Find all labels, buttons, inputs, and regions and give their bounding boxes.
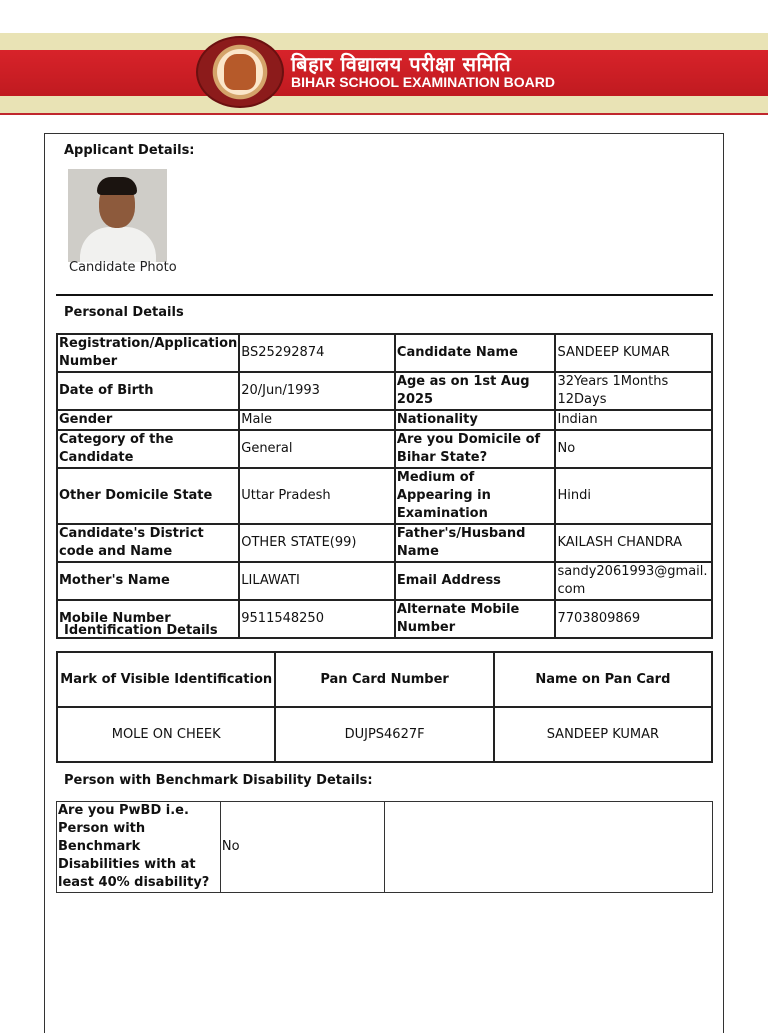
label-date-of-birth: Date of Birth [57,372,239,410]
value-other-domicile-state: Uttar Pradesh [239,468,395,524]
label-nationality: Nationality [395,410,556,430]
label-district: Candidate's District code and Name [57,524,239,562]
label-pwbd: Are you PwBD i.e. Person with Benchmark Disabilities with at least 40% disability? [57,802,221,893]
table-row [57,652,712,707]
candidate-photo [68,169,167,262]
label-mother-name: Mother's Name [57,562,239,600]
value-mother-name: LILAWATI [239,562,395,600]
value-gender: Male [239,410,395,430]
label-domicile-bihar: Are you Domicile of Bihar State? [395,430,556,468]
identification-details-title: Identification Details [64,623,218,638]
value-mobile: 9511548250 [239,600,395,638]
value-medium: Hindi [555,468,712,524]
value-nationality: Indian [555,410,712,430]
value-district: OTHER STATE(99) [239,524,395,562]
label-father-name: Father's/Husband Name [395,524,556,562]
value-alternate-mobile: 7703809869 [555,600,712,638]
label-other-domicile-state: Other Domicile State [57,468,239,524]
label-medium: Medium of Appearing in Examination [395,468,556,524]
table-row [57,410,712,430]
value-email: sandy2061993@gmail.com [555,562,712,600]
disability-details-title: Person with Benchmark Disability Details: [64,773,373,788]
value-age: 32Years 1Months 12Days [555,372,712,410]
table-row [57,468,712,524]
banner-top-band [0,33,768,50]
value-pan-name: SANDEEP KUMAR [494,707,712,762]
header-visible-mark: Mark of Visible Identification [57,652,275,707]
label-candidate-name: Candidate Name [395,334,556,372]
table-row [57,562,712,600]
label-category: Category of the Candidate [57,430,239,468]
value-candidate-name: SANDEEP KUMAR [555,334,712,372]
table-row [57,430,712,468]
value-domicile-bihar: No [555,430,712,468]
label-email: Email Address [395,562,556,600]
personal-details-table [56,333,713,639]
value-pan-number: DUJPS4627F [275,707,493,762]
value-category: General [239,430,395,468]
identification-table [56,651,713,763]
value-date-of-birth: 20/Jun/1993 [239,372,395,410]
applicant-details-title: Applicant Details: [64,143,195,158]
label-mobile: Mobile Number [57,600,239,638]
header-pan-name: Name on Pan Card [494,652,712,707]
section-divider [56,294,713,296]
value-visible-mark: MOLE ON CHEEK [57,707,275,762]
banner-divider [0,113,768,115]
candidate-photo-caption: Candidate Photo [69,260,177,275]
label-age: Age as on 1st Aug 2025 [395,372,556,410]
board-title-english: BIHAR SCHOOL EXAMINATION BOARD [291,74,555,90]
label-gender: Gender [57,410,239,430]
table-row [57,334,712,372]
header-banner [0,33,768,115]
table-row [57,372,712,410]
value-registration-number: BS25292874 [239,334,395,372]
empty-cell [384,802,712,893]
banner-bottom-band [0,96,768,113]
value-pwbd: No [220,802,384,893]
label-registration-number: Registration/Application Number [57,334,239,372]
table-row [57,802,713,893]
bseb-emblem-icon [196,36,284,108]
table-row [57,524,712,562]
personal-details-title: Personal Details [64,305,184,320]
label-alternate-mobile: Alternate Mobile Number [395,600,556,638]
disability-table [56,801,713,893]
table-row [57,707,712,762]
header-pan-number: Pan Card Number [275,652,493,707]
board-title-hindi: बिहार विद्यालय परीक्षा समिति [291,52,512,76]
value-father-name: KAILASH CHANDRA [555,524,712,562]
